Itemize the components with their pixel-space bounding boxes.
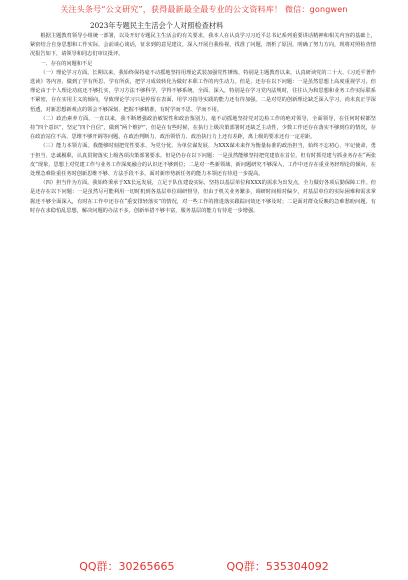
paragraph-theory-study: （一）理论学习方面。长期以来，我始终保持毫不动摇地坚持用理论武装加强党性锤炼，特别是主题教育以来，认真研读党的二十大、《习近平著作选读》等内容，做到了学有所思、学有所获，把学习成效转化为做好本职工作的内生动力。但是，还存在以下问题：一是虽然思想上高度重视学习，但理论由于个人理论功底还不够扎实，学习方法不够科学，学得不够系统、全面、深入，特别是在学习党内法规时，往往认为和思想和业务工作实际联系不紧密，存在实用主义的倾向，导致理论学习只是停留在表面，用学习指导实践的能力还有待加强。二是对党的创新理论缺乏深入学习，尚未真正学深悟透，对新思想新观点的领会不够深刻、把握不够精准，有时学而不思、学而不用。 [30,69,376,113]
document-body [0,32,408,216]
document-page [0,20,408,550]
footer-watermark [0,558,408,574]
paragraph-political-literacy: （二）政治素养方面。一直以来，我不断增强政治敏锐性和政治鉴别力，毫不动摇地坚持党对边检工作的绝对领导，全面领导，在任何时候都坚持“四个意识”，坚定“四个自信”，做到“两个维护”，但是在有些时候，在执行上级决策部署时还缺乏主动性，少数工作还存在落实不够到位的情况，存在政治站位不高、思维不够开阔等问题，在政治判断力、政治领悟力、政治执行力上还有差距，离上级的要求还有一定差距。 [30,115,376,141]
qq-group-2: QQ群：535304092 [226,560,329,573]
header-watermark: 关注头条号“公文研究”，获得最新最全最专业的公文资料库！ 微信：gongwen [60,5,348,14]
section-heading: 一、存在的问题和不足 [40,60,93,67]
paragraph-responsibility: （四）担当作为方面。我始终秉承于XX长远发展，立足于队伍建设实际，坚持以基层单位和XXX的需求为出发点，全力做好各项后勤保障工作。但是还存在以下问题：一是虽然尽可能利用一切时机到各基层单位调研督导，但由于机关业务繁多，调研时间相对偏少，对基层单位的实际困难和需求掌握还不够全面深入，有时在工作中还存在“重安排轻落实”的情况，对一些工作的推进落实跟踪问效还不够及时；二是面对群众反映的急难愁盼问题，有时存在求稳怕乱思想，解决问题的办法不多，创新举措不够丰富，服务基层的能力有待进一步增强。 [30,180,376,214]
paragraph-ability: （三）能力本领方面。我能够时刻把党性要求、为党分忧、为单位谋发展、为XXX谋未来作为衡量标准的政治担当，始终不忘初心、牢记使命，勇于担当、忠诚履职，认真贯彻落实上级各项决策部署要求。但是仍存在以下问题：一是虽然能够坚持把党建放在首位，但有时抓党建与抓业务存在“两张皮”现象，思想上对党建工作与业务工作深度融合的认识还不够到位；二是对一些新领域、新问题研究不够深入，工作中还存在重业务轻理论的倾向，在处理急难险重任务时创新思维不够、方法手段不多，面对新形势新任务的能力本领还有待进一步提高。 [30,143,376,178]
qq-group-1: QQ群：30265665 [79,560,175,573]
intro-paragraph: 根据主题教育领导小组统一部署，以及开好专题民主生活会的有关要求，我本人在认真学习习近平总书记系列重要讲话精神和相关内容的基础上，紧密结合自身思想和工作实际，会前谈心谈话，征求到的意见建议，深入开展自我检视，找准了问题，剖析了原因，明确了努力方向，现将对照检查情况报告如下，请领导和同志们审议批评。 [30,33,376,58]
document-title: 2023年专题民主生活会个人对照检查材料 [90,21,224,30]
